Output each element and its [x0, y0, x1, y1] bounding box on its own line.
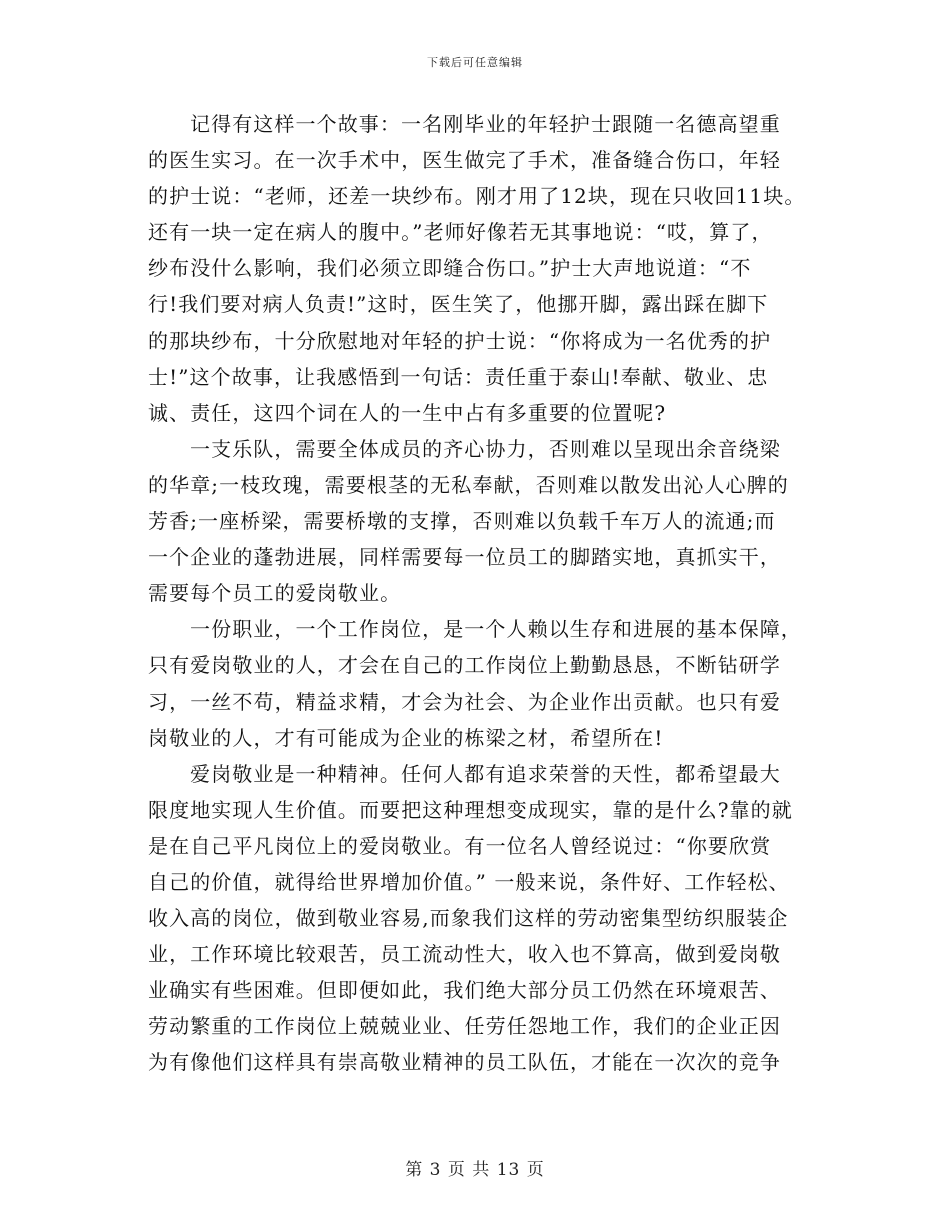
text-line: 限度地实现人生价值。而要把这种理想变成现实，靠的是什么?靠的就 — [148, 797, 793, 822]
text-line: 的华章;一枝玫瑰，需要根茎的无私奉献，否则难以散发出沁人心脾的 — [148, 472, 789, 497]
paragraph-3 — [148, 611, 838, 755]
text-line: 还有一块一定在病人的腹中。”老师好像若无其事地说：“哎，算了， — [148, 220, 773, 245]
page-header: 下载后可任意编辑 — [427, 56, 523, 69]
text-line: 行!我们要对病人负责!”这时，医生笑了，他挪开脚，露出踩在脚下 — [148, 292, 769, 317]
text-line: 需要每个员工的爱岗敬业。 — [148, 581, 402, 606]
text-line: 习，一丝不苟，精益求精，才会为社会、为企业作出贡献。也只有爱 — [148, 689, 781, 714]
text-line: 士!”这个故事，让我感悟到一句话：责任重于泰山!奉献、敬业、忠 — [148, 364, 769, 389]
text-line: 收入高的岗位，做到敬业容易,而象我们这样的劳动密集型纺织服装企 — [148, 906, 789, 931]
text-line: 的那块纱布，十分欣慰地对年轻的护士说：“你将成为一名优秀的护 — [148, 328, 772, 353]
paragraph-1 — [148, 106, 838, 431]
paragraph-4 — [148, 756, 838, 1081]
text-line: 业，工作环境比较艰苦，员工流动性大，收入也不算高，做到爱岗敬 — [148, 942, 781, 967]
text-line: 记得有这样一个故事：一名刚毕业的年轻护士跟随一名德高望重 — [190, 112, 781, 136]
text-line: 自己的价值，就得给世界增加价值。” 一般来说，条件好、工作轻松、 — [148, 869, 790, 894]
text-line: 一个企业的蓬勃进展，同样需要每一位员工的脚踏实地，真抓实干， — [148, 545, 781, 570]
text-line: 一支乐队，需要全体成员的齐心协力，否则难以呈现出余音绕梁 — [190, 436, 781, 461]
text-line: 一份职业，一个工作岗位，是一个人赖以生存和进展的基本保障， — [190, 617, 802, 642]
text-line: 劳动繁重的工作岗位上兢兢业业、任劳任怨地工作，我们的企业正因 — [148, 1014, 781, 1039]
text-line: 爱岗敬业是一种精神。任何人都有追求荣誉的天性，都希望最大 — [190, 761, 781, 786]
text-line: 是在自己平凡岗位上的爱岗敬业。有一位名人曾经说过：“你要欣赏 — [148, 833, 772, 858]
text-line: 诚、责任，这四个词在人的一生中占有多重要的位置呢? — [148, 400, 667, 425]
text-line: 的护士说：“老师，还差一块纱布。刚才用了12块，现在只收回11块。 — [148, 184, 806, 209]
text-line: 纱布没什么影响，我们必须立即缝合伤口。”护士大声地说道：“不 — [148, 256, 752, 281]
document-body — [148, 106, 838, 1081]
text-line: 只有爱岗敬业的人，才会在自己的工作岗位上勤勤恳恳，不断钻研学 — [148, 653, 781, 678]
text-line: 的医生实习。在一次手术中，医生做完了手术，准备缝合伤口，年轻 — [148, 148, 781, 173]
paragraph-2 — [148, 431, 838, 611]
text-line: 为有像他们这样具有崇高敬业精神的员工队伍，才能在一次次的竞争 — [148, 1050, 781, 1075]
page-number: 第 3 页 共 13 页 — [405, 1160, 545, 1180]
text-line: 芳香;一座桥梁，需要桥墩的支撑，否则难以负载千车万人的流通;而 — [148, 509, 776, 534]
text-line: 业确实有些困难。但即便如此，我们绝大部分员工仍然在环境艰苦、 — [148, 978, 781, 1003]
text-line: 岗敬业的人，才有可能成为企业的栋梁之材，希望所在! — [148, 725, 664, 750]
